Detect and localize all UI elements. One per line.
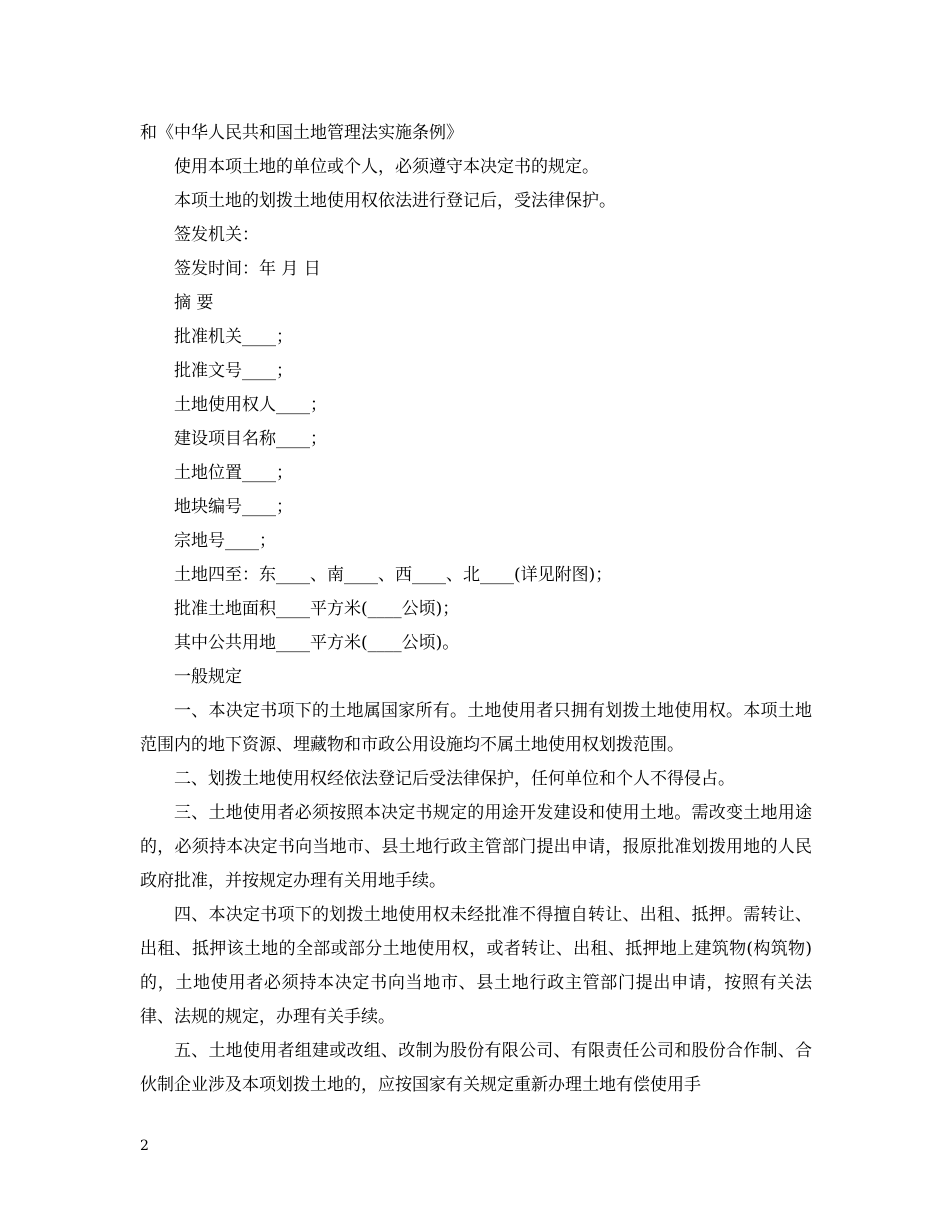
text-line: 和《中华人民共和国土地管理法实施条例》 <box>140 123 463 143</box>
rule-paragraph: 五、土地使用者组建或改组、改制为股份有限公司、有限责任公司和股份合作制、合伙制企业涉及本项划拨土地的，应按国家有关规定重新办理土地有偿使用手 <box>140 1041 812 1095</box>
summary-field: 建设项目名称____； <box>174 429 327 449</box>
rule-paragraph: 一、本决定书项下的土地属国家所有。土地使用者只拥有划拨土地使用权。本项土地范围内的地下资源、埋藏物和市政公用设施均不属土地使用权划拨范围。 <box>140 701 812 755</box>
rule-paragraph: 二、划拨土地使用权经依法登记后受法律保护，任何单位和个人不得侵占。 <box>174 769 735 789</box>
issue-date-label: 签发时间：年 月 日 <box>174 259 321 279</box>
summary-field: 批准文号____； <box>174 361 293 381</box>
document-body <box>140 116 812 1102</box>
summary-field: 批准土地面积____平方米(____公顷)； <box>174 599 460 619</box>
section-heading-general-rules: 一般规定 <box>174 667 242 687</box>
summary-field: 土地四至：东____、南____、西____、北____(详见附图)； <box>174 565 613 585</box>
summary-field: 地块编号____； <box>174 497 293 517</box>
summary-field: 土地使用权人____； <box>174 395 327 415</box>
summary-field: 其中公共用地____平方米(____公顷)。 <box>174 633 460 653</box>
summary-field: 土地位置____； <box>174 463 293 483</box>
text-line: 使用本项土地的单位或个人，必须遵守本决定书的规定。 <box>174 157 599 177</box>
summary-field: 批准机关____； <box>174 327 293 347</box>
section-heading-summary: 摘 要 <box>174 293 214 313</box>
text-line: 本项土地的划拨土地使用权依法进行登记后，受法律保护。 <box>174 191 616 211</box>
issuing-authority-label: 签发机关： <box>174 225 259 245</box>
summary-field: 宗地号____； <box>174 531 276 551</box>
rule-paragraph: 四、本决定书项下的划拨土地使用权未经批准不得擅自转让、出租、抵押。需转让、出租、抵押该土地的全部或部分土地使用权，或者转让、出租、抵押地上建筑物(构筑物)的，土地使用者必须持本决定书向当地市、县土地行政主管部门提出申请，按照有关法律、法规的规定，办理有关手续。 <box>140 905 812 1027</box>
rule-paragraph: 三、土地使用者必须按照本决定书规定的用途开发建设和使用土地。需改变土地用途的，必须持本决定书向当地市、县土地行政主管部门提出申请，报原批准划拨用地的人民政府批准，并按规定办理有关用地手续。 <box>140 803 812 891</box>
page-number: 2 <box>140 1138 149 1154</box>
